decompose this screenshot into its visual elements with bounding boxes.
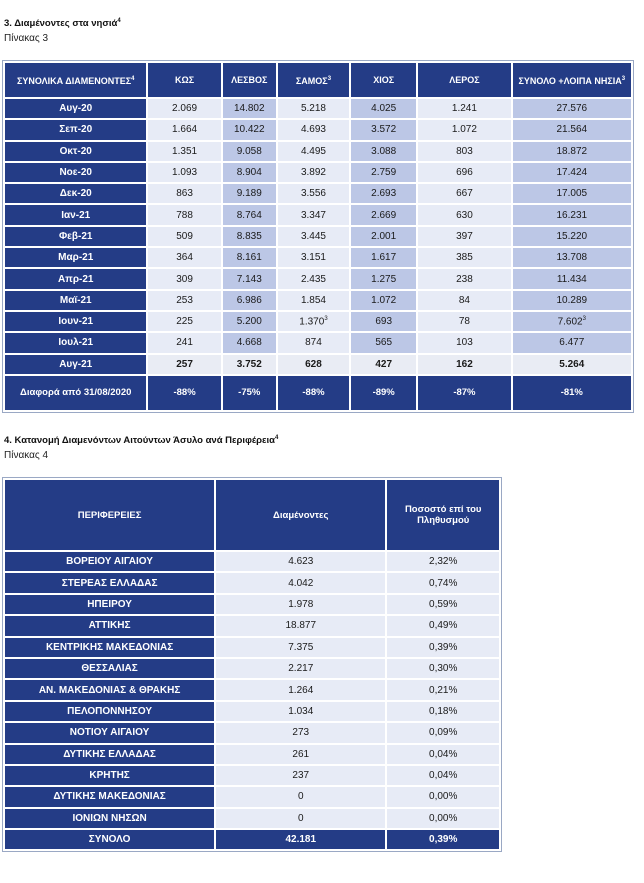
table3-diff-value: -88% bbox=[278, 376, 349, 410]
table3-cell bbox=[513, 163, 631, 182]
table4-region: ΑΝ. ΜΑΚΕΔΟΝΙΑΣ & ΘΡΑΚΗΣ bbox=[5, 680, 214, 699]
table3-cell bbox=[513, 184, 631, 203]
table3-cell-value: 84 bbox=[458, 294, 470, 306]
table3-cell bbox=[513, 269, 631, 288]
table3-cell-value: 257 bbox=[176, 358, 193, 370]
table3-cell bbox=[418, 99, 510, 118]
table4-residents: 4.042 bbox=[216, 573, 385, 592]
table3-cell-value: 1.617 bbox=[371, 252, 397, 264]
table3-cell-value: 7.143 bbox=[236, 273, 262, 285]
table3-diff-value: -88% bbox=[148, 376, 220, 410]
table3-cell bbox=[278, 312, 349, 331]
table3-row-label: Ιουν-21 bbox=[5, 312, 146, 331]
table3-cell bbox=[223, 312, 276, 331]
table3-cell bbox=[418, 184, 510, 203]
table3-row-label: Μαρ-21 bbox=[5, 248, 146, 267]
table3-cell bbox=[418, 227, 510, 246]
table3-cell-value: 1.275 bbox=[371, 273, 397, 285]
table3-cell-value: 1.072 bbox=[451, 124, 477, 136]
table4-header-row bbox=[5, 480, 499, 550]
table3-header-lesvos: ΛΕΣΒΟΣ bbox=[223, 63, 276, 97]
table3-cell bbox=[148, 333, 220, 352]
table3-cell bbox=[418, 205, 510, 224]
table4-region: ΣΤΕΡΕΑΣ ΕΛΛΑΔΑΣ bbox=[5, 573, 214, 592]
table4-row bbox=[5, 745, 499, 764]
table3-cell-value: 509 bbox=[176, 230, 193, 242]
table3-cell-value: 3.752 bbox=[236, 358, 262, 370]
table3-cell-value: 13.708 bbox=[556, 252, 588, 264]
table3-cell bbox=[418, 355, 510, 374]
table3-cell bbox=[223, 184, 276, 203]
table3-cell-value: 241 bbox=[176, 337, 193, 349]
table3-cell bbox=[278, 355, 349, 374]
table3-cell bbox=[418, 248, 510, 267]
table3-cell-value: 2.669 bbox=[371, 209, 397, 221]
table3-cell bbox=[278, 163, 349, 182]
table4-region: ΑΤΤΙΚΗΣ bbox=[5, 616, 214, 635]
table3-row-label: Οκτ-20 bbox=[5, 142, 146, 161]
table3-cell bbox=[418, 142, 510, 161]
table3-cell-value: 15.220 bbox=[556, 230, 588, 242]
table4-region: ΔΥΤΙΚΗΣ ΜΑΚΕΔΟΝΙΑΣ bbox=[5, 787, 214, 806]
table3-cell bbox=[148, 99, 220, 118]
table3-cell-value: 3.572 bbox=[371, 124, 397, 136]
table3-diff-value: -75% bbox=[223, 376, 276, 410]
table3-row-label: Απρ-21 bbox=[5, 269, 146, 288]
table3-cell-value: 1.351 bbox=[172, 145, 198, 157]
table4-total-label: ΣΥΝΟΛΟ bbox=[5, 830, 214, 849]
table4-row bbox=[5, 787, 499, 806]
table4-region: ΗΠΕΙΡΟΥ bbox=[5, 595, 214, 614]
table4-residents: 1.978 bbox=[216, 595, 385, 614]
table3-cell-value: 385 bbox=[456, 252, 473, 264]
table3-cell-value: 103 bbox=[456, 337, 473, 349]
section4-title-text: 4. Κατανομή Διαμενόντων Αιτούντων Άσυλο ανά Περιφέρεια bbox=[4, 435, 276, 447]
table3-cell bbox=[351, 205, 416, 224]
table3-cell bbox=[278, 99, 349, 118]
table3-diff-label: Διαφορά από 31/08/2020 bbox=[5, 376, 146, 410]
footnote-mark: 3 bbox=[582, 315, 586, 322]
table4-row bbox=[5, 552, 499, 571]
table3-header-chios: ΧΙΟΣ bbox=[351, 63, 416, 97]
table3-cell-value: 17.005 bbox=[556, 188, 588, 200]
table3-cell-value: 2.069 bbox=[172, 103, 198, 115]
table3-cell-value: 21.564 bbox=[556, 124, 588, 136]
table3-cell-value: 78 bbox=[458, 316, 470, 328]
table4-row bbox=[5, 702, 499, 721]
table4-percent: 2,32% bbox=[387, 552, 499, 571]
table3-cell-value: 803 bbox=[456, 145, 473, 157]
table3-cell-value: 1.854 bbox=[300, 294, 326, 306]
table3-cell bbox=[148, 184, 220, 203]
table4-residents: 4.623 bbox=[216, 552, 385, 571]
section4-subtitle: Πίνακας 4 bbox=[4, 450, 49, 461]
table3-cell-value: 3.347 bbox=[300, 209, 326, 221]
table4-row bbox=[5, 659, 499, 678]
table4-region: ΘΕΣΣΑΛΙΑΣ bbox=[5, 659, 214, 678]
table3-cell bbox=[148, 248, 220, 267]
table3-cell bbox=[278, 333, 349, 352]
table4-percent: 0,00% bbox=[387, 809, 499, 828]
table3-cell-value: 1.664 bbox=[172, 124, 198, 136]
table4-row bbox=[5, 638, 499, 657]
table3-cell-value: 309 bbox=[176, 273, 193, 285]
table3-diff-row bbox=[5, 376, 631, 410]
table4-row bbox=[5, 573, 499, 592]
table3-cell bbox=[351, 227, 416, 246]
table4-residents: 18.877 bbox=[216, 616, 385, 635]
table3-cell bbox=[148, 355, 220, 374]
table3-cell-value: 2.001 bbox=[371, 230, 397, 242]
table3-cell-value: 1.072 bbox=[371, 294, 397, 306]
table3-cell bbox=[513, 205, 631, 224]
table3-cell bbox=[278, 205, 349, 224]
table3-row-label: Φεβ-21 bbox=[5, 227, 146, 246]
table3-cell-value: 565 bbox=[375, 337, 393, 349]
table3-cell bbox=[223, 163, 276, 182]
table3-cell-value: 3.892 bbox=[300, 167, 326, 179]
table3-cell-value: 16.231 bbox=[556, 209, 588, 221]
table4-residents: 2.217 bbox=[216, 659, 385, 678]
table3-row-label: Σεπ-20 bbox=[5, 120, 146, 139]
table3-cell bbox=[513, 291, 631, 310]
table3-cell-value: 1.093 bbox=[172, 167, 198, 179]
table4-row bbox=[5, 809, 499, 828]
table3-cell-value: 14.802 bbox=[233, 103, 265, 115]
table3-header-kos: ΚΩΣ bbox=[148, 63, 220, 97]
table3-cell-value: 5.218 bbox=[300, 103, 326, 115]
section4-title-footnote: 4 bbox=[275, 435, 279, 441]
table3-row bbox=[5, 312, 631, 331]
table3-cell-value: 4.693 bbox=[300, 124, 326, 136]
table3-diff-value: -87% bbox=[418, 376, 510, 410]
table3-cell-value: 238 bbox=[456, 273, 473, 285]
table3-cell-value: 4.668 bbox=[236, 337, 262, 349]
section3-title-text: 3. Διαμένοντες στα νησιά bbox=[4, 18, 118, 30]
table3-cell bbox=[418, 333, 510, 352]
table4-total-percent: 0,39% bbox=[387, 830, 499, 849]
table4-row bbox=[5, 595, 499, 614]
table3-cell bbox=[418, 163, 510, 182]
table3-cell-value: 27.576 bbox=[556, 103, 588, 115]
table3-cell-value: 18.872 bbox=[556, 145, 588, 157]
table3-header-total-residents: ΣΥΝΟΛΙΚΑ ΔΙΑΜΕΝΟΝΤΕΣ$^4$ bbox=[5, 63, 146, 97]
table3-cell bbox=[148, 120, 220, 139]
table3-cell-value: 162 bbox=[456, 358, 473, 370]
table3-row bbox=[5, 291, 631, 310]
table3-row-label: Νοε-20 bbox=[5, 163, 146, 182]
table4-percent: 0,59% bbox=[387, 595, 499, 614]
table3-cell bbox=[351, 269, 416, 288]
table4-row bbox=[5, 616, 499, 635]
table3-cell bbox=[351, 99, 416, 118]
table4-percent: 0,30% bbox=[387, 659, 499, 678]
table3-cell-value: 1.370 bbox=[299, 316, 325, 328]
table3-cell bbox=[418, 312, 510, 331]
table3-cell bbox=[148, 142, 220, 161]
table3-cell bbox=[148, 163, 220, 182]
table3-cell-value: 2.759 bbox=[371, 167, 397, 179]
table3-cell-value: 1.241 bbox=[451, 103, 477, 115]
table3-cell bbox=[351, 312, 416, 331]
table4-residents: 261 bbox=[216, 745, 385, 764]
table4-row bbox=[5, 680, 499, 699]
table3-cell bbox=[351, 248, 416, 267]
table3-cell bbox=[223, 333, 276, 352]
table4-region: ΠΕΛΟΠΟΝΝΗΣΟΥ bbox=[5, 702, 214, 721]
table3-cell-value: 11.434 bbox=[556, 273, 587, 285]
table4-region: ΒΟΡΕΙΟΥ ΑΙΓΑΙΟΥ bbox=[5, 552, 214, 571]
table3-cell bbox=[278, 291, 349, 310]
table3-cell bbox=[223, 99, 276, 118]
table4-region: ΚΡΗΤΗΣ bbox=[5, 766, 214, 785]
table4-residents: 273 bbox=[216, 723, 385, 742]
table3-row bbox=[5, 227, 631, 246]
table3-row-label: Μαϊ-21 bbox=[5, 291, 146, 310]
table3-cell bbox=[223, 205, 276, 224]
table3-cell-value: 3.556 bbox=[300, 188, 326, 200]
table3-cell-value: 8.764 bbox=[236, 209, 262, 221]
table3-cell bbox=[148, 205, 220, 224]
table3-cell-value: 8.835 bbox=[236, 230, 262, 242]
table4-residents: 1.034 bbox=[216, 702, 385, 721]
table4-percent: 0,39% bbox=[387, 638, 499, 657]
table3-cell bbox=[223, 248, 276, 267]
table3-diff-value: -81% bbox=[513, 376, 631, 410]
table4-percent: 0,49% bbox=[387, 616, 499, 635]
table3-row bbox=[5, 184, 631, 203]
table3-cell bbox=[223, 227, 276, 246]
table4-total-residents: 42.181 bbox=[216, 830, 385, 849]
table3-cell-value: 788 bbox=[176, 209, 193, 221]
table3-cell-value: 9.058 bbox=[236, 145, 262, 157]
section4-title bbox=[4, 435, 278, 446]
table3-cell bbox=[223, 120, 276, 139]
table3-row bbox=[5, 142, 631, 161]
table3-cell bbox=[513, 333, 631, 352]
table3-cell-value: 628 bbox=[305, 358, 322, 370]
table3-cell-value: 630 bbox=[456, 209, 473, 221]
table3-cell-value: 3.088 bbox=[371, 145, 397, 157]
table4-region: ΝΟΤΙΟΥ ΑΙΓΑΙΟΥ bbox=[5, 723, 214, 742]
table3-cell-value: 696 bbox=[456, 167, 473, 179]
table4-header-population-percent: Ποσοστό επί του Πληθυσμού bbox=[387, 480, 499, 550]
table3-cell bbox=[351, 355, 416, 374]
table3-row bbox=[5, 205, 631, 224]
table3-cell bbox=[223, 269, 276, 288]
table3-cell-value: 427 bbox=[375, 358, 393, 370]
table3-row-label: Δεκ-20 bbox=[5, 184, 146, 203]
table3-header-row bbox=[5, 63, 631, 97]
table3-cell-value: 5.200 bbox=[236, 316, 262, 328]
table3-cell bbox=[513, 120, 631, 139]
table3-cell bbox=[513, 355, 631, 374]
table4-total-row bbox=[5, 830, 499, 849]
table4-row bbox=[5, 766, 499, 785]
table3-cell bbox=[513, 248, 631, 267]
table3-row-label: Αυγ-20 bbox=[5, 99, 146, 118]
table3-cell bbox=[351, 184, 416, 203]
table4-residents: 7.375 bbox=[216, 638, 385, 657]
table3-row bbox=[5, 333, 631, 352]
table4-header-regions: ΠΕΡΙΦΕΡΕΙΕΣ bbox=[5, 480, 214, 550]
table3-header-samos: ΣΑΜΟΣ$^3$ bbox=[278, 63, 349, 97]
table3-cell-value: 667 bbox=[456, 188, 473, 200]
table3-cell-value: 6.477 bbox=[559, 337, 585, 349]
section3-title bbox=[4, 18, 121, 29]
table3-cell-value: 4.495 bbox=[300, 145, 326, 157]
table3-cell bbox=[223, 142, 276, 161]
table3-cell bbox=[278, 227, 349, 246]
table3-cell-value: 3.151 bbox=[300, 252, 326, 264]
table3-cell bbox=[351, 120, 416, 139]
table3-cell bbox=[278, 269, 349, 288]
table3-row bbox=[5, 355, 631, 374]
table4-percent: 0,74% bbox=[387, 573, 499, 592]
footnote-mark: 3 bbox=[324, 315, 328, 322]
table3-cell-value: 3.445 bbox=[300, 230, 326, 242]
table4-percent: 0,18% bbox=[387, 702, 499, 721]
table3-row-label: Ιουλ-21 bbox=[5, 333, 146, 352]
table3-header-leros: ΛΕΡΟΣ bbox=[418, 63, 510, 97]
table3-cell bbox=[418, 291, 510, 310]
table3-cell bbox=[513, 142, 631, 161]
table4-residents: 0 bbox=[216, 809, 385, 828]
table4-region: ΚΕΝΤΡΙΚΗΣ ΜΑΚΕΔΟΝΙΑΣ bbox=[5, 638, 214, 657]
table4-percent: 0,04% bbox=[387, 745, 499, 764]
table3-row bbox=[5, 99, 631, 118]
table3-cell-value: 863 bbox=[176, 188, 193, 200]
table3-header-total-islands: ΣΥΝΟΛΟ +ΛΟΙΠΑ ΝΗΣΙΑ$^3$ bbox=[513, 63, 631, 97]
table3-cell-value: 8.904 bbox=[236, 167, 262, 179]
table3-cell-value: 4.025 bbox=[371, 103, 397, 115]
table3-cell-value: 253 bbox=[176, 294, 193, 306]
table3-cell-value: 6.986 bbox=[236, 294, 262, 306]
table3-cell bbox=[351, 291, 416, 310]
table4-header-residents: Διαμένοντες bbox=[216, 480, 385, 550]
islands-residents-table bbox=[2, 60, 634, 413]
table3-row bbox=[5, 120, 631, 139]
table3-cell bbox=[148, 312, 220, 331]
table3-cell-value: 5.264 bbox=[559, 358, 585, 370]
table4-region: ΙΟΝΙΩΝ ΝΗΣΩΝ bbox=[5, 809, 214, 828]
table3-cell bbox=[418, 269, 510, 288]
table3-row bbox=[5, 163, 631, 182]
section3-subtitle: Πίνακας 3 bbox=[4, 33, 49, 44]
table3-cell-value: 2.435 bbox=[300, 273, 326, 285]
table3-cell bbox=[278, 142, 349, 161]
section3-title-footnote: 4 bbox=[117, 18, 121, 24]
table3-cell-value: 397 bbox=[456, 230, 473, 242]
table3-cell bbox=[223, 291, 276, 310]
table4-region: ΔΥΤΙΚΗΣ ΕΛΛΑΔΑΣ bbox=[5, 745, 214, 764]
table3-cell-value: 225 bbox=[176, 316, 193, 328]
table3-cell-value: 17.424 bbox=[556, 167, 588, 179]
table3-cell-value: 8.161 bbox=[236, 252, 262, 264]
table4-percent: 0,09% bbox=[387, 723, 499, 742]
table3-cell bbox=[148, 227, 220, 246]
table3-cell-value: 693 bbox=[375, 316, 393, 328]
table3-cell bbox=[223, 355, 276, 374]
table3-diff-value: -89% bbox=[351, 376, 416, 410]
table3-row-label: Ιαν-21 bbox=[5, 205, 146, 224]
table4-percent: 0,04% bbox=[387, 766, 499, 785]
table3-cell bbox=[278, 248, 349, 267]
table4-residents: 237 bbox=[216, 766, 385, 785]
table3-cell-value: 9.189 bbox=[236, 188, 262, 200]
table4-percent: 0,00% bbox=[387, 787, 499, 806]
table3-cell bbox=[278, 184, 349, 203]
table4-residents: 1.264 bbox=[216, 680, 385, 699]
table3-row bbox=[5, 269, 631, 288]
table3-cell-value: 10.289 bbox=[556, 294, 588, 306]
table3-cell bbox=[513, 312, 631, 331]
table4-row bbox=[5, 723, 499, 742]
table4-residents: 0 bbox=[216, 787, 385, 806]
table3-cell bbox=[513, 227, 631, 246]
table3-cell-value: 874 bbox=[305, 337, 322, 349]
table3-cell bbox=[278, 120, 349, 139]
table3-cell bbox=[351, 142, 416, 161]
table3-cell-value: 7.602 bbox=[557, 316, 583, 328]
table4-percent: 0,21% bbox=[387, 680, 499, 699]
table3-cell-value: 10.422 bbox=[233, 124, 265, 136]
table3-row bbox=[5, 248, 631, 267]
table3-cell bbox=[351, 163, 416, 182]
table3-cell bbox=[351, 333, 416, 352]
table3-cell bbox=[148, 291, 220, 310]
table3-cell-value: 2.693 bbox=[371, 188, 397, 200]
table3-cell bbox=[148, 269, 220, 288]
table3-cell bbox=[513, 99, 631, 118]
table3-row-label: Αυγ-21 bbox=[5, 355, 146, 374]
table3-cell-value: 364 bbox=[176, 252, 193, 264]
regions-residents-table bbox=[2, 477, 502, 852]
table3-cell bbox=[418, 120, 510, 139]
